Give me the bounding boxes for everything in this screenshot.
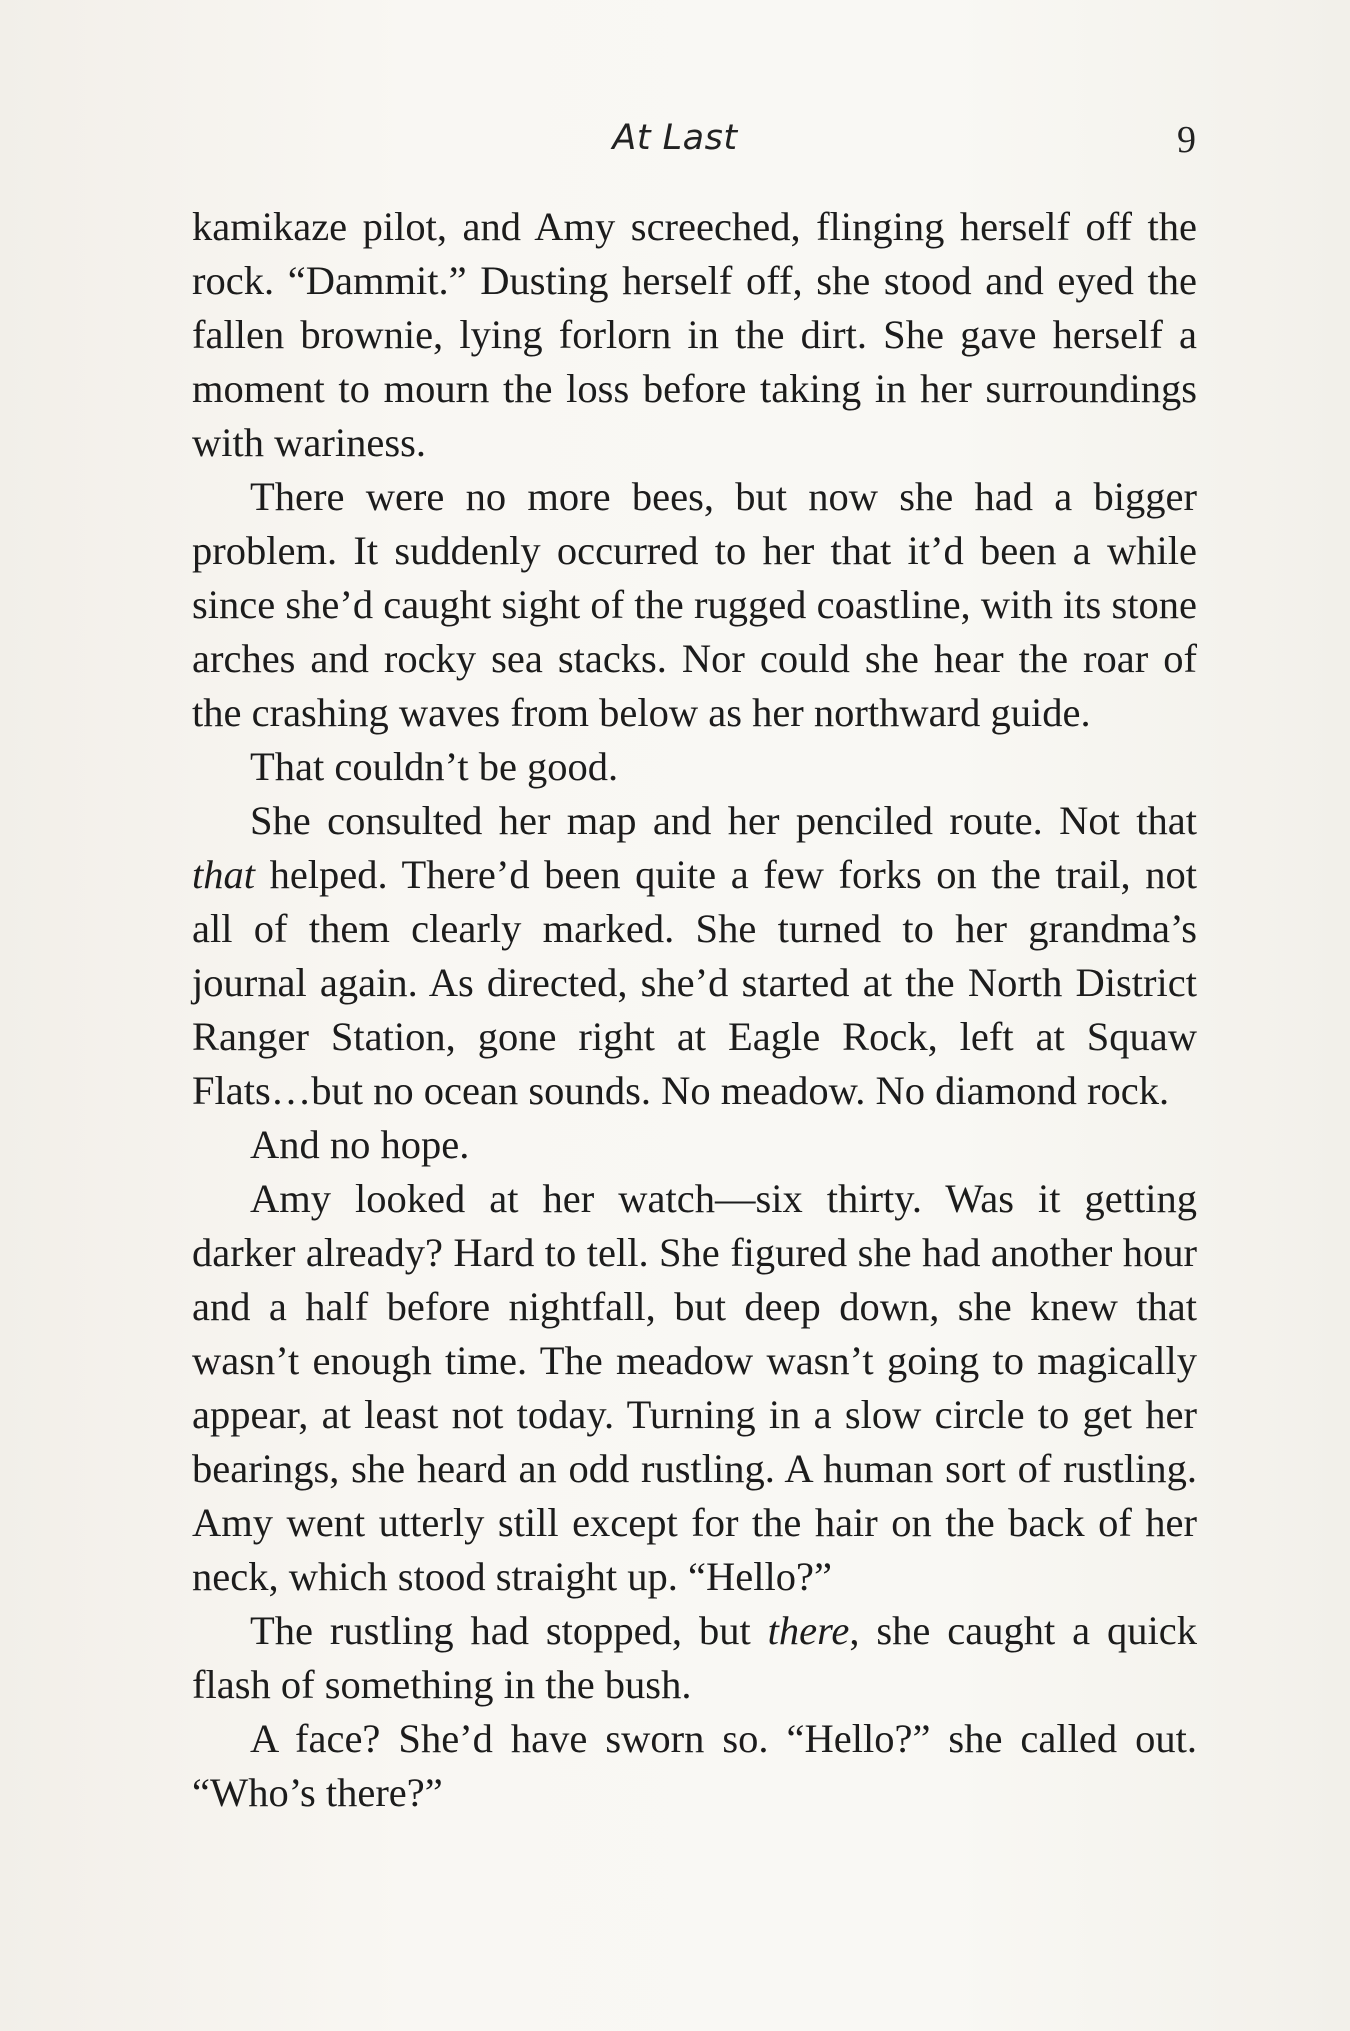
paragraph [192,470,1197,740]
paragraph [192,740,1197,794]
italic-text: there [767,1608,850,1653]
text-run: helped. There’d been quite a few forks on the trail, not all of them clearly marked. She turned to her grandma’s journal again. As directed, she’d started at the North District Ranger Station, gone right at Eagle Rock, left at Squaw Flats…but no ocean sounds. No meadow. No diamond rock. [192,852,1197,1113]
text-run: Amy looked at her watch—six thirty. Was it getting darker already? Hard to tell. She figured she had another hour and a half before nightfall, but deep down, she knew that wasn’t enough time. The meadow wasn’t going to magically appear, at least not today. Turning in a slow circle to get her bearings, she heard an odd rustling. A human sort of rustling. Amy went utterly still except for the hair on the back of her neck, which stood straight up. “Hello?” [192,1176,1197,1599]
text-run: kamikaze pilot, and Amy screeched, flinging herself off the rock. “Dammit.” Dusting herself off, she stood and eyed the fallen brownie, lying forlorn in the dirt. She gave herself a moment to mourn the loss before taking in her surroundings with wariness. [192,204,1197,465]
paragraph [192,1604,1197,1712]
text-run: A face? She’d have sworn so. “Hello?” she called out. “Who’s there?” [192,1716,1197,1815]
paragraph [192,1172,1197,1604]
paragraph [192,1118,1197,1172]
text-run: She consulted her map and her penciled route. Not that [250,798,1197,843]
paragraph [192,794,1197,1118]
text-run: There were no more bees, but now she had a bigger problem. It suddenly occurred to her that it’d been a while since she’d caught sight of the rugged coastline, with its stone arches and rocky sea stacks. Nor could she hear the roar of the crashing waves from below as her northward guide. [192,474,1197,735]
paragraph [192,200,1197,470]
chapter-title: At Last [612,118,738,158]
running-head [0,118,1350,178]
text-run: And no hope. [250,1122,470,1167]
page-number: 9 [1177,119,1196,161]
text-run: , she caught a quick flash of something in the bush. [192,1608,1198,1707]
text-run: The rustling had stopped, but [250,1608,768,1653]
paragraph [192,1712,1197,1820]
body-text [192,200,1197,1820]
text-run: That couldn’t be good. [250,744,619,789]
italic-text: that [192,852,256,897]
